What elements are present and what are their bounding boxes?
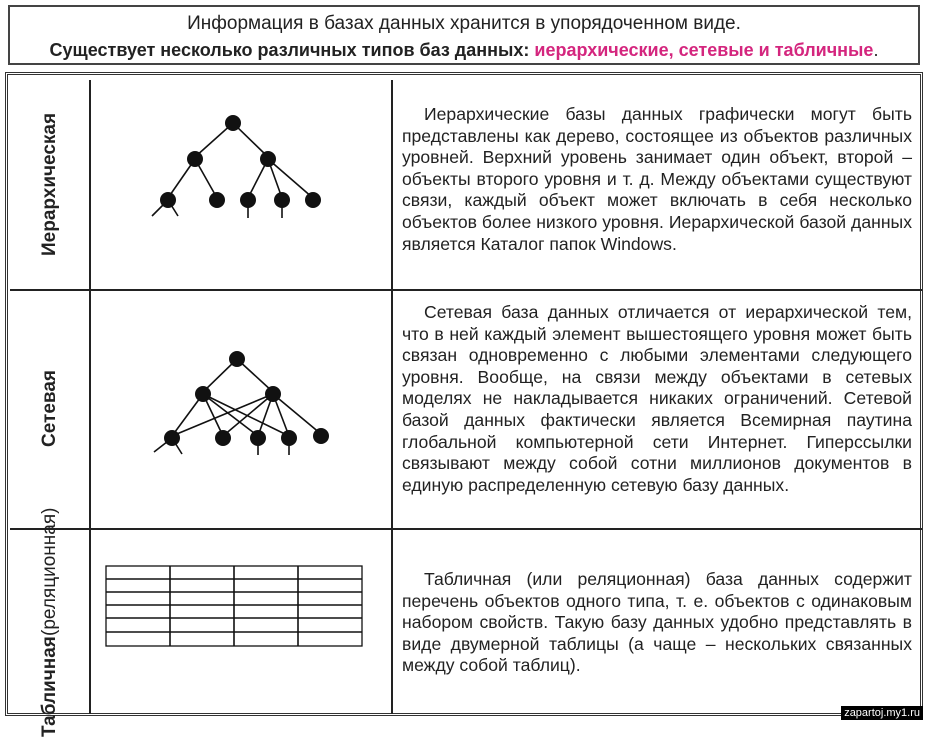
row-label-tabular-line2: (реляционная) bbox=[39, 507, 60, 636]
tree-node-level2 bbox=[187, 151, 203, 167]
description-hierarchical bbox=[402, 104, 912, 255]
row-label-tabular bbox=[12, 507, 88, 737]
site-watermark: zapartoj.my1.ru bbox=[841, 706, 923, 720]
network-node-bottom bbox=[164, 430, 180, 446]
tree-node-level3 bbox=[240, 192, 256, 208]
description-tabular-text: Табличная (или реляционная) база данных содержит перечень объектов одного типа, т. е. объектов с одинаковым набором свойств. Такую базу данных удобно представлять в виде двумерной таблицы (а чаще – нескольких связанных между собой таблиц). bbox=[402, 569, 912, 676]
network-node-middle bbox=[265, 386, 281, 402]
tree-node-level3 bbox=[305, 192, 321, 208]
column-divider-2 bbox=[391, 80, 393, 714]
relational-table-diagram bbox=[92, 530, 390, 714]
tree-node-level3 bbox=[160, 192, 176, 208]
tree-node-root bbox=[225, 115, 241, 131]
tree-node-level3 bbox=[209, 192, 225, 208]
tree-node-level3 bbox=[274, 192, 290, 208]
network-node-bottom bbox=[250, 430, 266, 446]
network-node-top bbox=[229, 351, 245, 367]
row-label-hierarchical: Иерархическая bbox=[39, 112, 60, 256]
header-line-2-prefix: Существует несколько различных типов баз данных: bbox=[49, 40, 535, 60]
hierarchical-tree-diagram bbox=[92, 82, 390, 288]
row-label-network: Сетевая bbox=[39, 370, 60, 448]
row-label-tabular-line1: Табличная bbox=[39, 635, 60, 737]
header-line-1: Информация в базах данных хранится в упорядоченном виде. bbox=[187, 13, 741, 34]
network-node-bottom bbox=[313, 428, 329, 444]
description-tabular bbox=[402, 569, 912, 677]
network-graph-diagram bbox=[92, 291, 390, 527]
description-hierarchical-text: Иерархические базы данных графически могут быть представлены как дерево, состоящее из объектов различных уровней. Верхний уровень занимает один объект, второй – объекты второго уровня и т. д. Между объектами существуют связи, каждый объект может включать в себя несколько объектов более низкого уровня. Иерархической базой данных является Каталог папок Windows. bbox=[402, 104, 912, 254]
description-network-text: Сетевая база данных отличается от иерархической тем, что в ней каждый элемент вышестоящего уровня может быть связан одновременно с любыми элементами следующего уровня. Вообще, на связи между объектами в сетевых моделях не накладывается никаких ограничений. Сетевой базой данных фактически является Всемирная паутина глобальной компьютерной сети Интернет. Гиперссылки связывают между собой сотни миллионов документов в единую распределенную сетевую базу данных. bbox=[402, 302, 912, 495]
network-node-middle bbox=[195, 386, 211, 402]
header-box bbox=[8, 5, 920, 65]
column-divider-1 bbox=[89, 80, 91, 714]
header-types-highlight: иерархические, сетевые и табличные bbox=[534, 40, 874, 60]
tree-node-level2 bbox=[260, 151, 276, 167]
network-node-bottom bbox=[281, 430, 297, 446]
description-network bbox=[402, 302, 912, 496]
header-line-2-suffix: . bbox=[873, 40, 879, 60]
network-node-bottom bbox=[215, 430, 231, 446]
header-line-2 bbox=[10, 40, 918, 61]
